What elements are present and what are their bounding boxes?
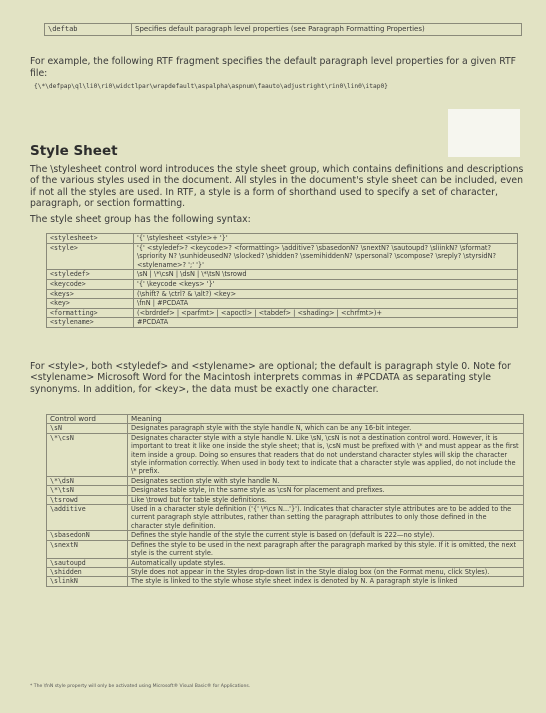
table-row (47, 433, 524, 476)
table-row (47, 505, 524, 531)
definition-cell: Like \trowd but for table style definitions. (128, 495, 524, 504)
syntax-term-cell: <keys> (47, 289, 134, 299)
intro-paragraph: For example, the following RTF fragment specifies the default paragraph level properties for a given RTF file: (30, 56, 517, 79)
table-row (47, 486, 524, 495)
definition-cell: '{' \keycode <keys> '}' (134, 279, 518, 289)
syntax-term-cell: <style> (47, 243, 134, 270)
table-row (47, 531, 524, 540)
table-row (47, 540, 524, 558)
table-row (47, 279, 518, 289)
syntax-term-cell: <stylesheet> (47, 234, 134, 244)
definition-cell: \fnN | #PCDATA (134, 299, 518, 309)
definition-cell: The style is linked to the style whose style sheet index is denoted by N. A paragraph style is linked (128, 577, 524, 586)
definition-cell: Defines the style to be used in the next paragraph after the paragraph marked by this style. If it is omitted, the next style is the current style. (128, 540, 524, 558)
header-meaning: Meaning (128, 415, 524, 424)
syntax-term-cell: <styledef> (47, 270, 134, 280)
syntax-notes-paragraph: For <style>, both <styledef> and <stylename> are optional; the default is paragraph style 0. Note for <stylename> Microsoft Word for the Macintosh interprets commas in #PCDATA as separating style synonyms. In addition, for <key>, the data must be exactly one character. (30, 361, 511, 395)
definition-cell: '{' \stylesheet <style>+ '}' (134, 234, 518, 244)
definition-cell: Designates paragraph style with the style handle N, which can be any 16-bit integer. (128, 424, 524, 433)
syntax-table-body (47, 234, 518, 328)
definition-cell: Designates table style, in the same style as \csN for placement and prefixes. (128, 486, 524, 495)
description-paragraph: The \stylesheet control word introduces the style sheet group, which contains definitions and descriptions of the various styles used in the document. All styles in the document's style sheet can be included, even if not all the styles are used. In RTF, a style is a form of shorthand used to specify a set of character, paragraph, or section formatting. (30, 164, 524, 209)
control-word-cell: \deftab (45, 24, 132, 36)
table-row (47, 495, 524, 504)
table-row (47, 234, 518, 244)
syntax-table (46, 233, 518, 328)
control-word-table-body (47, 415, 524, 587)
table-row (47, 243, 518, 270)
definition-cell: (<brdrdef> | <parfmt> | <apoctl> | <tabdef> | <shading> | <chrfmt>)+ (134, 308, 518, 318)
syntax-intro: The style sheet group has the following syntax: (30, 214, 251, 225)
definition-cell: Designates section style with style handle N. (128, 476, 524, 485)
footnote: * The \fnN style property will only be activated using Microsoft® Visual Basic® for Applications. (30, 684, 251, 689)
table-row (47, 424, 524, 433)
top-table (44, 23, 522, 36)
control-word-cell: \tsrowd (47, 495, 128, 504)
definition-cell: '{' <styledef>? <keycode>? <formatting> \additive? \sbasedonN? \snextN? \sautoupd? \sliinkN? \sformat? \spriority N? \sunhideusedN? \slocked? \shidden? \ssemihiddenN? \spersonal? \scompose? \sreply? \styrsidN? <stylename>? ';' '}' (134, 243, 518, 270)
definition-cell: Automatically update styles. (128, 558, 524, 567)
table-row (47, 299, 518, 309)
blank-box (448, 109, 520, 157)
meaning-cell: Specifies default paragraph level properties (see Paragraph Formatting Properties) (132, 24, 522, 36)
code-sample: {\*\defpap\ql\li0\ri0\widctlpar\wrapdefault\aspalpha\aspnum\faauto\adjustright\rin0\lin0\itap0} (34, 83, 388, 90)
definition-cell: (\shift? & \ctrl? & \alt?) <key> (134, 289, 518, 299)
table-header-row (47, 415, 524, 424)
control-word-cell: \shidden (47, 567, 128, 576)
control-word-cell: \*\tsN (47, 486, 128, 495)
table-row (47, 476, 524, 485)
control-word-cell: \snextN (47, 540, 128, 558)
syntax-term-cell: <stylename> (47, 318, 134, 328)
table-row (47, 308, 518, 318)
header-control-word: Control word (47, 415, 128, 424)
table-row (45, 24, 522, 36)
definition-cell: Defines the style handle of the style the current style is based on (default is 222—no style). (128, 531, 524, 540)
control-word-cell: \sbasedonN (47, 531, 128, 540)
section-heading: Style Sheet (30, 143, 118, 159)
syntax-term-cell: <keycode> (47, 279, 134, 289)
definition-cell: #PCDATA (134, 318, 518, 328)
table-row (47, 289, 518, 299)
control-word-cell: \*\dsN (47, 476, 128, 485)
table-row (47, 270, 518, 280)
control-word-cell: \slinkN (47, 577, 128, 586)
definition-cell: Style does not appear in the Styles drop-down list in the Style dialog box (on the Format menu, click Styles). (128, 567, 524, 576)
control-word-cell: \*\csN (47, 433, 128, 476)
table-row (47, 567, 524, 576)
syntax-term-cell: <key> (47, 299, 134, 309)
control-word-cell: \sN (47, 424, 128, 433)
control-word-cell: \sautoupd (47, 558, 128, 567)
table-row (47, 558, 524, 567)
definition-cell: Used in a character style definition ('{' \*\cs N...'}'). Indicates that character style attributes are to be added to the current paragraph style attributes, rather than setting the paragraph attributes to only those defined in the character style definition. (128, 505, 524, 531)
control-word-cell: \additive (47, 505, 128, 531)
table-row (47, 577, 524, 586)
control-word-table (46, 414, 524, 587)
definition-cell: Designates character style with a style handle N. Like \sN, \csN is not a destination control word. However, it is important to treat it like one inside the style sheet; that is, \csN must be prefixed with \* and must appear as the first item inside a group. Doing so ensures that readers that do not understand character styles will skip the character style information correctly. When used in body text to indicate that a character style was applied, do not include the \* prefix. (128, 433, 524, 476)
table-row (47, 318, 518, 328)
definition-cell: \sN | \*\csN | \dsN | \*\tsN \tsrowd (134, 270, 518, 280)
syntax-term-cell: <formatting> (47, 308, 134, 318)
